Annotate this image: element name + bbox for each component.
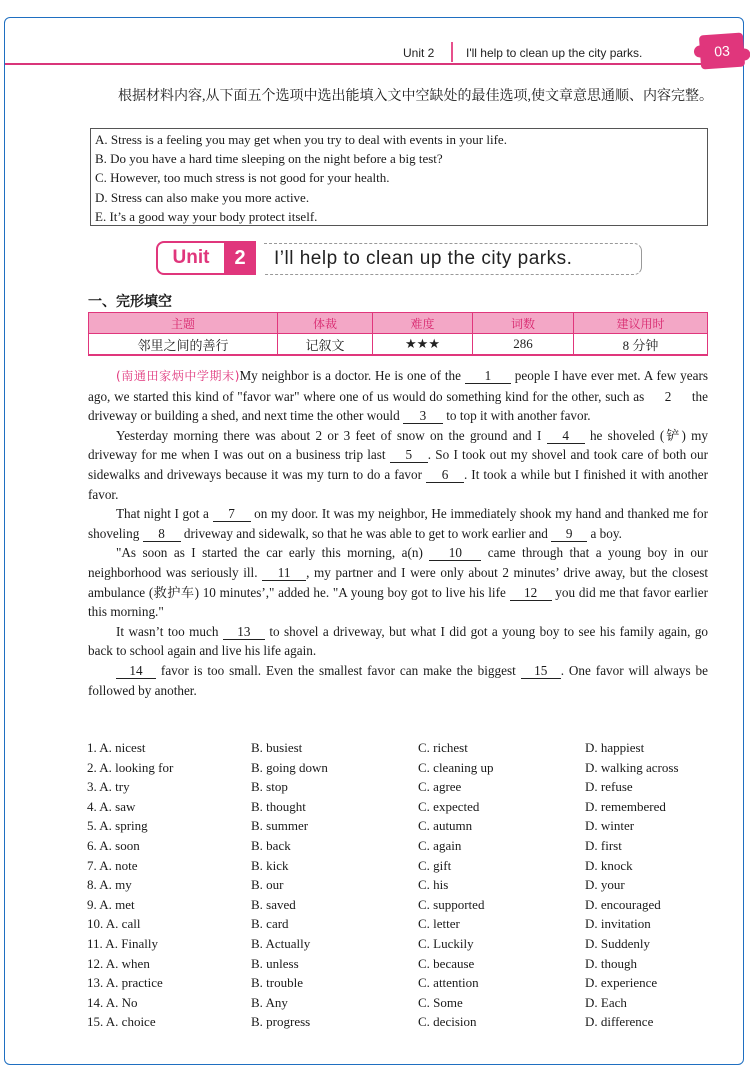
blank-1: 1 [465, 368, 511, 384]
text: on my door. It was my neighbor, He immediately shook my hand and thanked me for shoveling [88, 506, 709, 541]
choice-option: B. Actually [251, 935, 311, 951]
choice-option: C. again [418, 837, 462, 853]
choice-option: D. Each [585, 994, 627, 1010]
choice-option: B. thought [251, 798, 306, 814]
blank-8: 8 [143, 526, 181, 542]
option-a: A. Stress is a feeling you may get when you try to deal with events in your life. [95, 132, 507, 147]
choice-row [87, 916, 727, 936]
info-header-cell: 建议用时 [574, 313, 708, 334]
text: driveway and sidewalk, so that he was able to get to work earlier and [180, 525, 552, 541]
header-separator [451, 42, 453, 62]
text: It wasn’t too much [116, 623, 223, 639]
blank-9: 9 [551, 526, 587, 542]
choice-option: C. because [418, 955, 475, 971]
choice-row [87, 936, 727, 956]
choice-option: 4. A. saw [87, 798, 136, 814]
choice-option: C. autumn [418, 818, 473, 834]
choice-option: C. decision [418, 1014, 477, 1030]
info-header-cell: 体裁 [278, 313, 373, 334]
choice-row [87, 1014, 727, 1034]
info-table-header-row [89, 313, 708, 334]
blank-5: 5 [390, 447, 428, 463]
options-box [90, 128, 708, 226]
blank-3: 3 [403, 408, 443, 424]
header-title: I'll help to clean up the city parks. [466, 46, 643, 60]
blank-15: 15 [521, 663, 561, 679]
text: to shovel a driveway, but what I did got a young boy to see his family again, go back to school again and live his life again. [88, 623, 709, 659]
section-title: 一、完形填空 [88, 294, 172, 310]
text: a boy. [587, 525, 622, 541]
choice-option: C. agree [418, 779, 462, 795]
header-unit: Unit 2 [403, 46, 435, 60]
choice-option: B. summer [251, 818, 309, 834]
choice-option: D. walking across [585, 759, 679, 775]
info-value-cell: 记叙文 [278, 334, 373, 356]
choice-option: B. progress [251, 1014, 311, 1030]
passage-source: (南通田家炳中学期末) [116, 369, 240, 383]
choice-option: 10. A. call [87, 916, 141, 932]
choice-option: D. refuse [585, 779, 633, 795]
choice-option: D. winter [585, 818, 635, 834]
option-c: C. However, too much stress is not good for your health. [95, 170, 390, 186]
choice-option: B. card [251, 916, 289, 932]
text: the driveway or building a shed, and next time the other would [88, 388, 708, 424]
choice-option: 8. A. my [87, 877, 132, 893]
choice-option: B. our [251, 877, 284, 893]
option-b: B. Do you have a hard time sleeping on the night before a big test? [95, 151, 443, 167]
info-value-cell: 286 [473, 334, 574, 356]
choice-option: B. unless [251, 955, 299, 971]
passage-paragraph [88, 426, 708, 504]
choice-option: C. attention [418, 975, 479, 991]
text: to top it with another favor. [442, 408, 591, 424]
info-value-cell: 8 分钟 [574, 334, 708, 356]
info-header-cell: 主题 [89, 313, 278, 334]
choice-option: C. cleaning up [418, 759, 494, 775]
choice-option: D. Suddenly [585, 935, 650, 951]
choice-option: 11. A. Finally [87, 935, 159, 951]
choice-option: D. encouraged [585, 896, 661, 912]
text: . One favor will always be followed by another. [88, 662, 708, 698]
unit-label: Unit [156, 241, 224, 275]
choice-option: C. richest [418, 740, 468, 755]
option-d: D. Stress can also make you more active. [95, 189, 310, 205]
choice-row [87, 818, 727, 838]
text: "As soon as I started the car early this morning, a(n) [116, 545, 430, 561]
page-number: 03 [713, 42, 731, 60]
page-number-badge [699, 33, 745, 70]
info-header-cell: 难度 [373, 313, 473, 334]
choice-row [87, 877, 727, 897]
text: My neighbor is a doctor. He is one of the [239, 368, 465, 383]
choice-option: 14. A. No [87, 994, 138, 1010]
choice-option: B. Any [251, 994, 288, 1010]
choice-option: 9. A. met [87, 896, 135, 912]
choice-row [87, 995, 727, 1015]
blank-12: 12 [510, 585, 552, 601]
unit-banner [156, 239, 642, 281]
choice-option: B. trouble [251, 975, 303, 991]
info-table [88, 312, 708, 356]
blank-14: 14 [116, 663, 156, 679]
choice-option: 5. A. spring [87, 818, 148, 834]
choice-option: 15. A. choice [87, 1014, 156, 1030]
choice-option: 12. A. when [87, 955, 150, 971]
option-e: E. It’s a good way your body protect itself. [95, 208, 318, 224]
text: . So I took out my shovel and took care of both our sidewalks and driveways because it was my turn to do a favor [88, 447, 708, 482]
choice-option: B. busiest [251, 740, 303, 755]
choice-option: D. experience [585, 975, 658, 991]
passage-paragraph [88, 504, 708, 543]
info-value-cell: 邻里之间的善行 [89, 334, 278, 356]
choice-option: D. happiest [585, 740, 645, 755]
text: Yesterday morning there was about 2 or 3 feet of snow on the ground and I [116, 427, 547, 443]
blank-2: 2 [664, 388, 672, 404]
passage-paragraph [88, 366, 708, 426]
text: came through that a young boy in our neighborhood was seriously ill. [88, 545, 708, 580]
info-table-value-row [89, 334, 708, 356]
blank-7: 7 [213, 506, 251, 522]
blank-4: 4 [547, 428, 585, 444]
header-rule [5, 63, 739, 65]
choice-option: B. going down [251, 759, 328, 775]
unit-title: I’ll help to clean up the city parks. [264, 243, 642, 275]
choice-option: B. kick [251, 857, 289, 873]
choice-option: 13. A. practice [87, 975, 163, 991]
choice-option: D. knock [585, 857, 633, 873]
choice-row [87, 760, 727, 780]
choice-option: D. first [585, 837, 622, 853]
choice-option: D. remembered [585, 798, 666, 814]
passage-paragraph [88, 543, 708, 621]
blank-10: 10 [429, 545, 481, 561]
choice-option: C. letter [418, 916, 460, 932]
choice-option: C. his [418, 877, 449, 893]
choice-option: 7. A. note [87, 857, 138, 873]
answer-choices [87, 740, 727, 1034]
choice-option: C. Luckily [418, 935, 474, 951]
choice-option: D. though [585, 955, 637, 971]
instruction-text: 根据材料内容,从下面五个选项中选出能填入文中空缺处的最佳选项,使文章意思通顺、内容完整。 [118, 89, 713, 104]
text: he shoveled (铲) my driveway for me when I was out on a business trip last [88, 427, 708, 463]
passage-paragraph [88, 622, 708, 661]
text: That night I got a [116, 506, 213, 522]
choice-option: C. expected [418, 798, 480, 814]
choice-option: D. your [585, 877, 625, 893]
choice-option: 1. A. nicest [87, 740, 146, 755]
info-header-cell: 词数 [473, 313, 574, 334]
choice-option: C. Some [418, 994, 463, 1010]
choice-option: C. supported [418, 896, 485, 912]
cloze-passage [88, 366, 708, 700]
choice-option: 2. A. looking for [87, 759, 174, 775]
choice-row [87, 740, 727, 760]
choice-option: 3. A. try [87, 779, 130, 795]
choice-row [87, 897, 727, 917]
text: favor is too small. Even the smallest favor can make the biggest [156, 662, 521, 678]
choice-row [87, 779, 727, 799]
choice-row [87, 975, 727, 995]
choice-option: B. stop [251, 779, 288, 795]
choice-row [87, 799, 727, 819]
blank-13: 13 [223, 624, 265, 640]
text: . It took a while but I finished it with another favor. [88, 466, 708, 502]
unit-number: 2 [224, 241, 256, 275]
choice-option: 6. A. soon [87, 837, 140, 853]
choice-option: B. back [251, 837, 291, 853]
blank-6: 6 [426, 467, 464, 483]
text: you did me that favor earlier this morning." [88, 584, 708, 620]
choice-option: D. difference [585, 1014, 654, 1030]
choice-row [87, 838, 727, 858]
info-value-cell: ★★★ [373, 334, 473, 356]
choice-row [87, 956, 727, 976]
passage-paragraph [88, 661, 708, 700]
choice-option: D. invitation [585, 916, 651, 932]
choice-option: C. gift [418, 857, 452, 873]
text: , my partner and I were only about 2 minutes’ drive away, but the closest ambulance (救护车) 10 minutes’," added he. "A young boy got to live his life [88, 564, 709, 600]
blank-11: 11 [262, 565, 306, 581]
choice-option: B. saved [251, 896, 296, 912]
choice-row [87, 858, 727, 878]
text: people I have ever met. A few years ago, we started this kind of "favor war" where one of us would do something kind for the other, such as [88, 368, 708, 404]
